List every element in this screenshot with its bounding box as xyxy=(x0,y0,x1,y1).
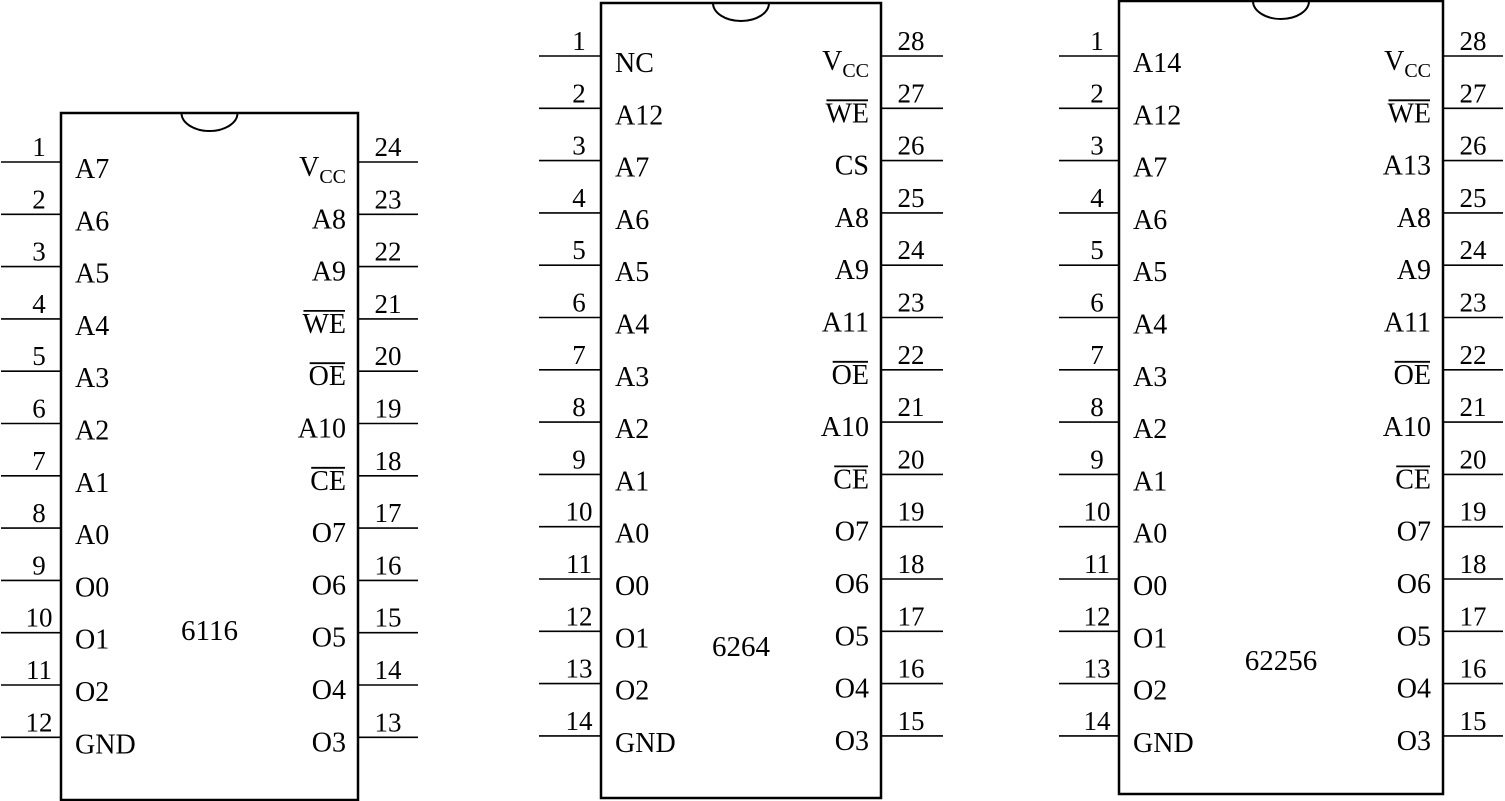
left-pin-4 xyxy=(1,289,109,342)
left-pin-7 xyxy=(1,446,109,499)
pin-label: O1 xyxy=(1133,623,1168,655)
pin-number: 6 xyxy=(1090,287,1104,318)
pin-label: $V_{CC}$ xyxy=(822,46,869,82)
pin-number: 7 xyxy=(572,339,586,370)
left-pin-2 xyxy=(1,184,109,237)
right-pin-18 xyxy=(835,549,943,600)
pin-label: A6 xyxy=(75,206,110,238)
pin-number: 21 xyxy=(897,392,925,423)
right-pin-15 xyxy=(835,706,943,757)
chip-notch xyxy=(182,113,238,131)
pin-number: 1 xyxy=(1090,26,1104,56)
pin-number: 20 xyxy=(374,341,402,372)
pin-label: O1 xyxy=(615,623,650,655)
pin-number: 9 xyxy=(32,550,46,581)
right-pin-24 xyxy=(835,235,943,286)
pin-number: 2 xyxy=(32,184,46,215)
right-pin-19 xyxy=(1397,497,1503,548)
pin-label: GND xyxy=(75,729,136,761)
pin-label: O1 xyxy=(75,624,110,656)
pin-label: O5 xyxy=(1396,621,1431,653)
left-pin-10 xyxy=(1059,497,1167,550)
pin-label: A11 xyxy=(1383,307,1431,339)
pin-number: 15 xyxy=(1459,705,1487,736)
pin-number: 1 xyxy=(32,132,46,162)
left-pin-4 xyxy=(1059,183,1167,236)
chip-notch xyxy=(1253,1,1309,19)
pin-label: A1 xyxy=(75,467,110,499)
pin-number: 2 xyxy=(1090,78,1104,109)
pin-label: A8 xyxy=(1396,202,1431,234)
pin-number: 26 xyxy=(1459,130,1487,161)
pin-label: CS xyxy=(834,150,869,182)
pin-number: 4 xyxy=(572,182,586,213)
pin-label: O3 xyxy=(1396,725,1431,757)
left-pin-14 xyxy=(539,706,676,759)
right-pin-18 xyxy=(310,446,418,497)
pin-number: 5 xyxy=(32,341,46,372)
pin-label: O6 xyxy=(1396,569,1431,600)
right-pin-26 xyxy=(835,131,943,182)
pin-label: A9 xyxy=(311,256,346,288)
pin-label: A4 xyxy=(75,310,110,342)
pin-number: 17 xyxy=(374,498,402,529)
left-pin-6 xyxy=(1059,288,1167,341)
pin-number: 3 xyxy=(32,236,46,267)
pin-label: A12 xyxy=(1133,100,1182,132)
left-pin-6 xyxy=(539,288,649,341)
pin-number: 21 xyxy=(374,288,402,319)
pin-number: 10 xyxy=(25,602,53,633)
pin-label: A4 xyxy=(615,309,650,341)
right-pin-27 xyxy=(1387,78,1503,129)
pin-label: O0 xyxy=(615,571,650,602)
pin-label: A2 xyxy=(615,414,650,446)
left-pin-11 xyxy=(539,549,649,602)
right-pin-24 xyxy=(1397,235,1503,286)
pin-label: A9 xyxy=(1396,255,1431,287)
right-pin-19 xyxy=(835,497,943,548)
pin-label: A9 xyxy=(834,255,869,287)
left-pin-5 xyxy=(1059,235,1167,288)
pin-number: 9 xyxy=(572,444,586,475)
pin-number: 22 xyxy=(374,236,402,267)
right-pin-25 xyxy=(835,183,943,234)
left-pin-7 xyxy=(1059,340,1167,393)
left-pin-9 xyxy=(539,444,649,497)
pin-label: A7 xyxy=(1133,152,1168,184)
left-pin-13 xyxy=(539,654,649,707)
pin-label: A0 xyxy=(75,520,110,552)
pin-label: O4 xyxy=(311,675,346,706)
left-pin-7 xyxy=(539,340,649,393)
pin-number: 7 xyxy=(32,445,46,476)
pin-number: 15 xyxy=(897,705,925,736)
right-pin-17 xyxy=(835,601,943,652)
left-pin-11 xyxy=(1059,549,1167,602)
left-pin-11 xyxy=(1,655,109,708)
pin-number: 17 xyxy=(897,601,925,632)
pin-number: 11 xyxy=(26,655,52,685)
right-pin-13 xyxy=(312,707,418,758)
pin-number: 12 xyxy=(25,707,53,738)
pin-label: OE xyxy=(1393,359,1431,391)
pin-label: A0 xyxy=(1133,518,1168,550)
pin-label: O7 xyxy=(311,518,346,550)
left-pin-5 xyxy=(539,235,649,288)
pin-number: 22 xyxy=(897,339,925,370)
right-pin-16 xyxy=(312,550,418,601)
pin-label: CE xyxy=(833,464,869,496)
pin-number: 14 xyxy=(1083,705,1111,736)
pin-number: 6 xyxy=(32,393,46,424)
pin-label: O0 xyxy=(1133,571,1168,602)
pin-number: 23 xyxy=(1459,287,1487,318)
right-pin-14 xyxy=(312,655,418,706)
pin-number: 12 xyxy=(1083,601,1111,632)
pin-number: 19 xyxy=(1459,496,1487,527)
pin-label: O2 xyxy=(615,675,650,707)
pin-number: 28 xyxy=(1459,26,1487,56)
right-pin-16 xyxy=(1397,654,1503,705)
pin-number: 27 xyxy=(1459,78,1487,109)
pin-label: A3 xyxy=(75,363,110,395)
pin-label: A0 xyxy=(615,518,650,550)
pin-number: 18 xyxy=(897,549,925,579)
pin-number: 5 xyxy=(1090,235,1104,266)
pin-number: 25 xyxy=(1459,182,1487,213)
pin-number: 25 xyxy=(897,182,925,213)
right-pin-22 xyxy=(832,340,943,391)
pin-label: A7 xyxy=(75,154,110,185)
pin-label: A7 xyxy=(615,152,650,184)
pin-number: 11 xyxy=(1084,549,1110,579)
right-pin-16 xyxy=(835,654,943,705)
pin-label: A3 xyxy=(1133,361,1168,393)
pin-number: 9 xyxy=(1090,444,1104,475)
pin-label: A10 xyxy=(820,412,869,444)
right-pin-15 xyxy=(312,603,418,654)
pin-number: 23 xyxy=(374,184,402,215)
left-pin-9 xyxy=(1059,444,1167,497)
pin-number: 18 xyxy=(1459,549,1487,579)
pin-label: A4 xyxy=(1133,309,1168,341)
pin-label: GND xyxy=(1133,727,1194,759)
left-pin-3 xyxy=(1059,131,1167,184)
right-pin-25 xyxy=(1397,183,1503,234)
pin-number: 19 xyxy=(374,393,402,424)
pin-label: A2 xyxy=(1133,414,1168,446)
right-pin-28 xyxy=(822,26,943,82)
left-pin-12 xyxy=(1059,601,1167,654)
pin-number: 16 xyxy=(1459,653,1487,684)
pin-label: O0 xyxy=(75,572,110,604)
pin-number: 3 xyxy=(1090,130,1104,161)
pin-label: O3 xyxy=(311,727,346,759)
pin-label: A10 xyxy=(297,413,346,445)
pin-number: 4 xyxy=(32,288,46,319)
pin-label: OE xyxy=(831,359,869,391)
pin-number: 12 xyxy=(565,601,593,632)
pin-number: 24 xyxy=(1459,235,1487,266)
pin-label: GND xyxy=(615,727,676,759)
left-pin-3 xyxy=(539,131,649,184)
left-pin-4 xyxy=(539,183,649,236)
pin-number: 27 xyxy=(897,78,925,109)
pin-label: O6 xyxy=(834,569,869,600)
pin-number: 2 xyxy=(572,78,586,109)
pin-number: 8 xyxy=(572,392,586,423)
pin-number: 23 xyxy=(897,287,925,318)
pin-label: A12 xyxy=(615,100,664,132)
pin-number: 8 xyxy=(1090,392,1104,423)
pin-number: 10 xyxy=(1083,496,1111,527)
chip-name: 6116 xyxy=(181,615,238,647)
right-pin-27 xyxy=(825,78,943,129)
pin-number: 11 xyxy=(566,549,592,579)
pin-number: 13 xyxy=(565,653,593,684)
pin-number: 13 xyxy=(1083,653,1111,684)
pin-number: 21 xyxy=(1459,392,1487,423)
pin-number: 14 xyxy=(565,705,593,736)
chip-name: 62256 xyxy=(1244,645,1318,677)
pin-label: O4 xyxy=(834,673,869,705)
left-pin-3 xyxy=(1,237,109,290)
pin-label: CE xyxy=(310,465,346,497)
right-pin-20 xyxy=(309,341,418,392)
pin-label: A3 xyxy=(615,361,650,393)
pin-number: 14 xyxy=(374,655,402,685)
pin-label: WE xyxy=(825,98,869,130)
left-pin-8 xyxy=(539,392,649,445)
pin-label: $V_{CC}$ xyxy=(1384,46,1431,82)
right-pin-23 xyxy=(312,184,418,235)
pin-label: A5 xyxy=(1133,257,1168,289)
pin-label: O4 xyxy=(1396,673,1431,705)
pin-label: OE xyxy=(308,361,346,393)
chip-6116 xyxy=(1,113,418,800)
pin-number: 15 xyxy=(374,602,402,633)
pin-number: 4 xyxy=(1090,182,1104,213)
pin-number: 16 xyxy=(897,653,925,684)
pin-number: 6 xyxy=(572,287,586,318)
pin-number: 8 xyxy=(32,498,46,529)
pin-label: A1 xyxy=(615,466,650,498)
chip-62256 xyxy=(1059,1,1503,794)
pin-label: A5 xyxy=(615,257,650,289)
left-pin-10 xyxy=(1,603,109,656)
right-pin-18 xyxy=(1397,549,1503,600)
left-pin-8 xyxy=(1059,392,1167,445)
chip-6264 xyxy=(539,3,943,798)
left-pin-12 xyxy=(539,601,649,654)
pin-number: 7 xyxy=(1090,339,1104,370)
pin-label: O3 xyxy=(834,725,869,757)
pin-label: O7 xyxy=(834,516,869,548)
left-pin-13 xyxy=(1059,654,1167,707)
right-pin-15 xyxy=(1397,706,1503,757)
pin-number: 3 xyxy=(572,130,586,161)
pin-label: O7 xyxy=(1396,516,1431,548)
pin-number: 1 xyxy=(572,26,586,56)
pin-number: 5 xyxy=(572,235,586,266)
pin-label: CE xyxy=(1395,464,1431,496)
right-pin-17 xyxy=(1397,601,1503,652)
pin-number: 24 xyxy=(897,235,925,266)
left-pin-9 xyxy=(1,550,109,603)
pin-number: 17 xyxy=(1459,601,1487,632)
right-pin-23 xyxy=(822,288,943,339)
pin-label: A8 xyxy=(311,204,346,236)
pin-label: O2 xyxy=(1133,675,1168,707)
pin-number: 22 xyxy=(1459,339,1487,370)
pin-label: WE xyxy=(1387,98,1431,130)
pin-number: 16 xyxy=(374,550,402,581)
pin-label: A6 xyxy=(1133,204,1168,236)
pin-number: 20 xyxy=(897,444,925,475)
pin-label: A5 xyxy=(75,258,110,290)
pin-label: WE xyxy=(302,308,346,340)
left-pin-1 xyxy=(1,132,109,185)
left-pin-14 xyxy=(1059,706,1194,759)
pin-label: A1 xyxy=(1133,466,1168,498)
pin-label: A14 xyxy=(1133,48,1182,79)
pin-label: $V_{CC}$ xyxy=(299,152,346,188)
pin-number: 10 xyxy=(565,496,593,527)
pin-label: O5 xyxy=(311,622,346,654)
right-pin-17 xyxy=(312,498,418,549)
left-pin-10 xyxy=(539,497,649,550)
pin-number: 26 xyxy=(897,130,925,161)
chip-notch xyxy=(713,3,769,21)
left-pin-5 xyxy=(1,341,109,394)
pin-label: NC xyxy=(615,48,654,79)
pin-label: A2 xyxy=(75,415,110,447)
pin-number: 19 xyxy=(897,496,925,527)
pin-label: O5 xyxy=(834,621,869,653)
pin-label: A6 xyxy=(615,204,650,236)
right-pin-21 xyxy=(302,289,418,340)
pin-number: 20 xyxy=(1459,444,1487,475)
chip-name: 6264 xyxy=(712,631,770,663)
pin-label: A11 xyxy=(821,307,869,339)
left-pin-6 xyxy=(1,394,109,447)
right-pin-22 xyxy=(312,237,418,288)
pin-number: 28 xyxy=(897,26,925,56)
right-pin-22 xyxy=(1394,340,1503,391)
pin-label: A13 xyxy=(1382,150,1431,182)
left-pin-12 xyxy=(1,707,136,760)
pin-label: O6 xyxy=(311,570,346,602)
pin-number: 13 xyxy=(374,707,402,738)
pin-number: 24 xyxy=(374,132,402,162)
right-pin-20 xyxy=(1395,444,1503,495)
left-pin-1 xyxy=(539,26,654,79)
pin-label: O2 xyxy=(75,677,110,708)
pin-number: 18 xyxy=(374,445,402,476)
right-pin-20 xyxy=(833,444,943,495)
left-pin-8 xyxy=(1,498,109,551)
pin-label: A10 xyxy=(1382,412,1431,444)
pin-label: A8 xyxy=(834,202,869,234)
